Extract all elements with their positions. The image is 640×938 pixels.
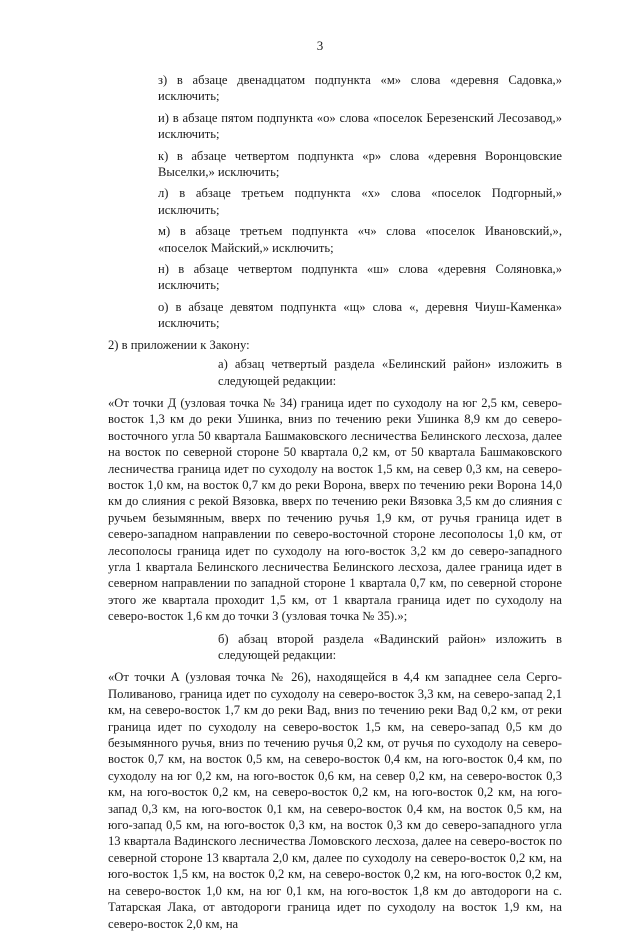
amendment-item: л) в абзаце третьем подпункта «х» слова «поселок Подгорный,» исключить; <box>158 186 562 217</box>
subpoint-a: а) абзац четвертый раздела «Белинский район» изложить в следующей редакции: <box>218 357 562 388</box>
document-body <box>108 72 562 938</box>
amendment-item: и) в абзаце пятом подпункта «о» слова «поселок Березенский Лесозавод,» исключить; <box>158 110 562 142</box>
point-2-heading: 2) в приложении к Закону: <box>108 337 250 352</box>
page-number: 3 <box>316 38 324 53</box>
amendment-item: м) в абзаце третьем подпункта «ч» слова «поселок Ивановский,», «поселок Майский,» исключить; <box>158 224 562 255</box>
amendment-item: о) в абзаце девятом подпункта «щ» слова «, деревня Чиуш-Каменка» исключить; <box>158 299 562 331</box>
subpoint-b: б) абзац второй раздела «Вадинский район» изложить в следующей редакции: <box>218 631 562 662</box>
paragraph-vadinsky: «От точки А (узловая точка № 26), находящейся в 4,4 км западнее села Серго-Поливаново, граница идет по суходолу на северо-восток 3,3 км, на северо-запад 2,1 км, на северо-восток 1,7 км до реки Вад, вниз по течению реки Вад 0,2 км, от реки граница идет по суходолу на северо-восток 1,5 км, на северо-запад 0,5 км до безымянного ручья, вниз по течению ручья 0,2 км, от ручья по суходолу на северо-восток 0,7 км, на восток 0,5 км, на северо-восток 0,4 км, на юго-восток 0,4 км, по суходолу на юг 0,2 км, на юго-восток 0,6 км, на север 0,2 км, на северо-восток 0,3 км, на юго-восток 0,2 км, на северо-восток 0,2 км, на юго-восток 0,2 км, на юго-запад 0,3 км, на юго-восток 0,1 км, на северо-восток 0,4 км, на восток 0,5 км, на юго-запад 0,5 км, на юго-восток 0,3 км, на восток 0,3 км до северо-западного угла 13 квартала Вадинского лесничества Ломовского лесхоза, далее на северо-восток по северной стороне 13 квартала 2,0 км, далее по суходолу на северо-восток 0,2 км, на юго-восток 1,5 км, на восток 0,2 км, на северо-восток 0,2 км, на юго-восток 0,2 км, на северо-восток 1,0 км, на юг 0,1 км, на юго-восток 1,8 км до автодороги на с. Татарская Лака, от автодороги граница идет по суходолу на восток 1,9 км, на северо-восток 2,0 км, на <box>108 670 562 931</box>
amendment-item: к) в абзаце четвертом подпункта «р» слова «деревня Воронцовские Выселки,» исключить; <box>158 148 562 180</box>
amendment-item: з) в абзаце двенадцатом подпункта «м» слова «деревня Садовка,» исключить; <box>158 73 562 104</box>
amendment-item: н) в абзаце четвертом подпункта «ш» слова «деревня Соляновка,» исключить; <box>158 262 562 293</box>
paragraph-belinsky: «От точки Д (узловая точка № 34) граница идет по суходолу на юг 2,5 км, северо-восток 1,3 км до реки Ушинка, вниз по течению реки Ушинка 8,9 км до северо-восточного угла 50 квартала Башмаковского лесничества Белинского лесхоза, далее на восток по северной стороне 50 квартала 0,2 км, от 50 квартала Башмаковского лесничества граница идет по суходолу на восток 1,5 км, на север 0,3 км, на северо-восток 1,0 км, на восток 0,7 км до реки Ворона, вверх по течению реки Ворона 14,0 км до слияния с рекой Вязовка, вверх по течению реки Вязовка 3,5 км до слияния с ручьем безымянным, вверх по течению ручья 1,9 км, от ручья граница идет в северо-западном направлении по северо-восточной стороне лесополосы 1,0 км, от лесополосы граница идет по суходолу на юго-восток 3,2 км до северо-западного угла 1 квартала Белинского лесничества Белинского лесхоза, далее граница идет в северном направлении по западной стороне 1 квартала 0,7 км, по северной стороне этого же квартала проходит 1,5 км, от 1 квартала граница идет по суходолу на северо-восток 1,6 км до точки З (узловая точка № 35).»; <box>108 395 562 624</box>
